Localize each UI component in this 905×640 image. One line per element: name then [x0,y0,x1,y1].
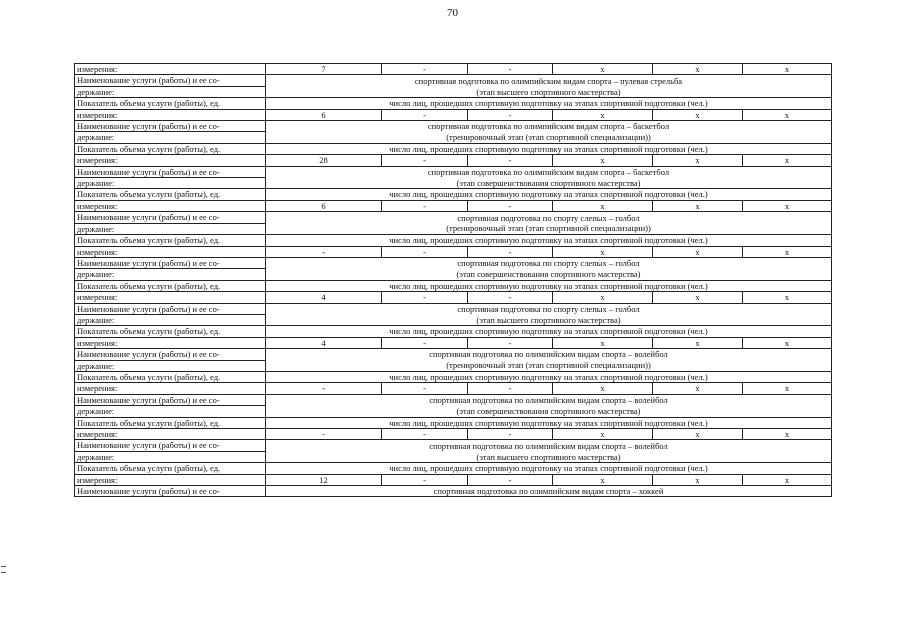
indicator-description: число лиц, прошедших спортивную подготовку на этапах спортивной подготовки (чел.) [266,235,832,246]
value-cell: 28 [266,155,382,166]
indicator-row [75,235,832,246]
service-stage: (этап высшего спортивного мастерства) [266,451,832,462]
service-stage: (тренировочный этап (этап спортивной специализации)) [266,360,832,371]
value-cell: - [382,200,468,211]
indicator-description: число лиц, прошедших спортивную подготовку на этапах спортивной подготовки (чел.) [266,326,832,337]
service-row [75,212,832,223]
indicator-row [75,143,832,154]
indicator-row [75,189,832,200]
value-cell: x [553,155,653,166]
value-cell: - [468,200,553,211]
value-cell: x [743,200,832,211]
service-label: держание: [75,223,266,234]
service-row [75,269,832,280]
indicator-label: Показатель объема услуги (работы), ед. [75,280,266,291]
indicator-label: Показатель объема услуги (работы), ед. [75,235,266,246]
values-row [75,383,832,394]
service-row [75,75,832,86]
service-stage: (этап совершенствования спортивного мастерства) [266,178,832,189]
service-row [75,360,832,371]
indicator-label: Показатель объема услуги (работы), ед. [75,98,266,109]
value-cell: x [743,474,832,485]
service-label: Наименование услуги (работы) и ее со- [75,303,266,314]
value-cell: x [553,337,653,348]
value-cell: - [382,474,468,485]
value-cell: - [382,64,468,75]
service-row [75,314,832,325]
value-cell: x [653,64,743,75]
indicator-label: Показатель объема услуги (работы), ед. [75,371,266,382]
value-cell: 12 [266,474,382,485]
service-stage: (этап высшего спортивного мастерства) [266,314,832,325]
service-row [75,406,832,417]
service-label: держание: [75,86,266,97]
indicator-row [75,463,832,474]
value-cell: x [743,292,832,303]
values-row [75,292,832,303]
value-cell: x [743,383,832,394]
value-cell: x [553,246,653,257]
indicator-label: Показатель объема услуги (работы), ед. [75,463,266,474]
services-table [74,63,832,497]
indicator-label: Показатель объема услуги (работы), ед. [75,189,266,200]
service-stage: (этап совершенствования спортивного мастерства) [266,406,832,417]
indicator-label: Показатель объема услуги (работы), ед. [75,326,266,337]
indicator-row [75,280,832,291]
service-stage: (тренировочный этап (этап спортивной специализации)) [266,132,832,143]
value-cell: - [382,246,468,257]
indicator-description: число лиц, прошедших спортивную подготовку на этапах спортивной подготовки (чел.) [266,371,832,382]
service-label: Наименование услуги (работы) и ее со- [75,257,266,268]
value-cell: x [653,474,743,485]
service-stage: (этап высшего спортивного мастерства) [266,86,832,97]
value-cell: 4 [266,292,382,303]
indicator-label: измерения: [75,383,266,394]
value-cell: x [553,109,653,120]
value-cell: - [468,64,553,75]
service-label: Наименование услуги (работы) и ее со- [75,349,266,360]
value-cell: - [382,383,468,394]
service-row [75,303,832,314]
indicator-label: измерения: [75,109,266,120]
indicator-description: число лиц, прошедших спортивную подготовку на этапах спортивной подготовки (чел.) [266,417,832,428]
value-cell: x [553,383,653,394]
service-label: держание: [75,406,266,417]
value-cell: x [743,429,832,440]
value-cell: x [553,64,653,75]
indicator-description: число лиц, прошедших спортивную подготовку на этапах спортивной подготовки (чел.) [266,98,832,109]
indicator-label: измерения: [75,200,266,211]
service-row [75,394,832,405]
value-cell: x [743,155,832,166]
value-cell: x [553,429,653,440]
value-cell: 6 [266,109,382,120]
service-label: держание: [75,178,266,189]
value-cell: - [382,337,468,348]
value-cell: x [653,337,743,348]
value-cell: x [653,155,743,166]
service-label: держание: [75,451,266,462]
service-label: Наименование услуги (работы) и ее со- [75,394,266,405]
value-cell: x [743,109,832,120]
values-row [75,246,832,257]
service-row [75,178,832,189]
service-description: спортивная подготовка по олимпийским видам спорта – волейбол [266,440,832,451]
value-cell: x [553,292,653,303]
service-label: Наименование услуги (работы) и ее со- [75,440,266,451]
service-stage: (тренировочный этап (этап спортивной специализации)) [266,223,832,234]
service-row [75,121,832,132]
value-cell: - [468,337,553,348]
service-description: спортивная подготовка по олимпийским видам спорта – баскетбол [266,121,832,132]
indicator-label: измерения: [75,64,266,75]
indicator-row [75,326,832,337]
value-cell: x [653,246,743,257]
value-cell: - [266,429,382,440]
service-description: спортивная подготовка по олимпийским видам спорта – хоккей [266,486,832,497]
indicator-description: число лиц, прошедших спортивную подготовку на этапах спортивной подготовки (чел.) [266,143,832,154]
service-row [75,132,832,143]
service-row [75,349,832,360]
indicator-label: измерения: [75,155,266,166]
service-row [75,440,832,451]
value-cell: x [653,383,743,394]
value-cell: - [382,429,468,440]
value-cell: - [266,246,382,257]
service-label: держание: [75,314,266,325]
service-label: держание: [75,132,266,143]
value-cell: 4 [266,337,382,348]
service-label: Наименование услуги (работы) и ее со- [75,166,266,177]
service-label: Наименование услуги (работы) и ее со- [75,121,266,132]
value-cell: - [382,292,468,303]
values-row [75,155,832,166]
indicator-description: число лиц, прошедших спортивную подготовку на этапах спортивной подготовки (чел.) [266,280,832,291]
service-label: Наименование услуги (работы) и ее со- [75,486,266,497]
service-row [75,86,832,97]
service-description: спортивная подготовка по спорту слепых – голбол [266,212,832,223]
indicator-label: измерения: [75,474,266,485]
value-cell: x [743,64,832,75]
service-row [75,451,832,462]
indicator-row [75,417,832,428]
service-label: держание: [75,360,266,371]
value-cell: x [653,429,743,440]
service-description: спортивная подготовка по олимпийским видам спорта – волейбол [266,394,832,405]
value-cell: - [468,155,553,166]
values-row [75,109,832,120]
value-cell: 6 [266,200,382,211]
service-description: спортивная подготовка по олимпийским видам спорта – волейбол [266,349,832,360]
value-cell: - [468,383,553,394]
indicator-label: измерения: [75,246,266,257]
value-cell: x [653,200,743,211]
values-row [75,429,832,440]
value-cell: - [468,474,553,485]
value-cell: x [743,246,832,257]
indicator-label: Показатель объема услуги (работы), ед. [75,417,266,428]
service-label: Наименование услуги (работы) и ее со- [75,75,266,86]
value-cell: - [468,109,553,120]
edge-mark [1,572,6,573]
indicator-label: измерения: [75,292,266,303]
service-stage: (этап совершенствования спортивного мастерства) [266,269,832,280]
edge-mark [1,566,6,567]
value-cell: x [553,474,653,485]
value-cell: - [382,109,468,120]
indicator-row [75,98,832,109]
indicator-row [75,371,832,382]
indicator-description: число лиц, прошедших спортивную подготовку на этапах спортивной подготовки (чел.) [266,463,832,474]
service-label: держание: [75,269,266,280]
values-row [75,337,832,348]
value-cell: x [653,292,743,303]
indicator-label: измерения: [75,429,266,440]
indicator-label: измерения: [75,337,266,348]
indicator-description: число лиц, прошедших спортивную подготовку на этапах спортивной подготовки (чел.) [266,189,832,200]
page-number: 70 [447,7,458,19]
service-row [75,486,832,497]
indicator-label: Показатель объема услуги (работы), ед. [75,143,266,154]
service-description: спортивная подготовка по олимпийским видам спорта – пулевая стрельба [266,75,832,86]
service-description: спортивная подготовка по олимпийским видам спорта – баскетбол [266,166,832,177]
value-cell: 7 [266,64,382,75]
service-row [75,166,832,177]
values-row [75,64,832,75]
service-label: Наименование услуги (работы) и ее со- [75,212,266,223]
service-row [75,257,832,268]
value-cell: x [653,109,743,120]
value-cell: - [468,292,553,303]
values-row [75,474,832,485]
value-cell: x [743,337,832,348]
service-description: спортивная подготовка по спорту слепых – голбол [266,303,832,314]
value-cell: - [382,155,468,166]
service-row [75,223,832,234]
service-description: спортивная подготовка по спорту слепых – голбол [266,257,832,268]
value-cell: - [266,383,382,394]
value-cell: - [468,246,553,257]
value-cell: x [553,200,653,211]
values-row [75,200,832,211]
value-cell: - [468,429,553,440]
